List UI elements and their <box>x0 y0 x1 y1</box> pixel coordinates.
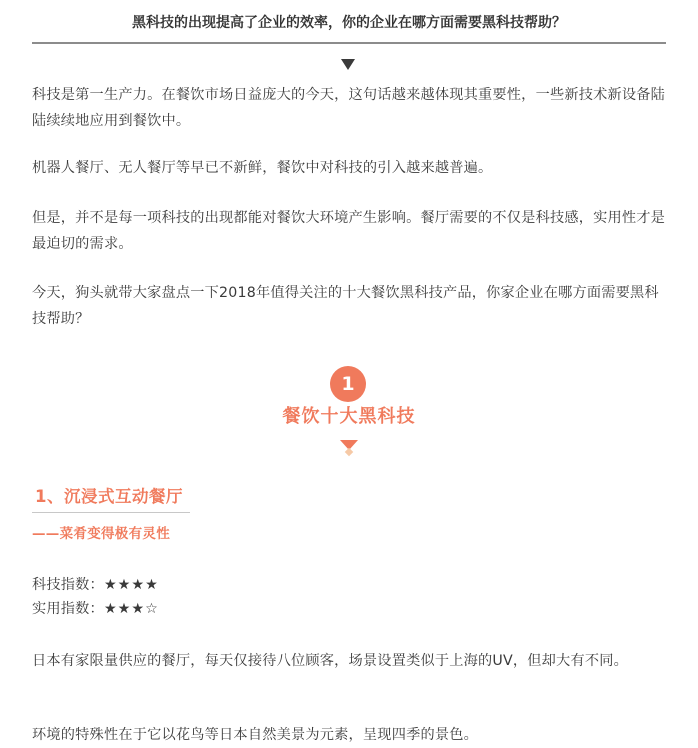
down-arrow-icon <box>341 59 355 70</box>
rating-label: 实用指数： <box>32 601 104 617</box>
item-paragraph: 环境的特殊性在于它以花鸟等日本自然美景为元素，呈现四季的景色。 <box>32 727 479 743</box>
section-title: 餐饮十大黑科技 <box>282 406 416 427</box>
item-title: 1、沉浸式互动餐厅 <box>35 487 183 506</box>
item-title-underline <box>32 512 190 513</box>
item-paragraph: 日本有家限量供应的餐厅，每天仅接待八位顾客，场景设置类似于上海的UV，但却大有不同。 <box>32 653 628 669</box>
intro-paragraph: 机器人餐厅、无人餐厅等早已不新鲜，餐饮中对科技的引入越来越普遍。 <box>32 160 493 176</box>
intro-paragraph: 但是，并不是每一项科技的出现都能对餐饮大环境产生影响。餐厅需要的不仅是科技感，实用性才是最迫切的需求。 <box>32 210 666 252</box>
section-number-badge: 1 <box>330 366 366 402</box>
headline-divider <box>32 42 666 44</box>
item-subtitle: ——菜肴变得极有灵性 <box>32 526 170 542</box>
practical-rating <box>32 597 159 621</box>
article-headline: 黑科技的出现提高了企业的效率，你的企业在哪方面需要黑科技帮助？ <box>132 15 566 31</box>
star-rating-icon: ★★★☆ <box>103 601 159 617</box>
tech-rating <box>32 573 159 597</box>
star-rating-icon: ★★★★ <box>103 577 159 593</box>
intro-paragraph: 科技是第一生产力。在餐饮市场日益庞大的今天，这句话越来越体现其重要性，一些新技术新设备陆陆续续地应用到餐饮中。 <box>32 87 666 129</box>
rating-label: 科技指数： <box>32 577 104 593</box>
intro-paragraph: 今天，狗头就带大家盘点一下2018年值得关注的十大餐饮黑科技产品，你家企业在哪方面需要黑科技帮助？ <box>32 285 659 327</box>
